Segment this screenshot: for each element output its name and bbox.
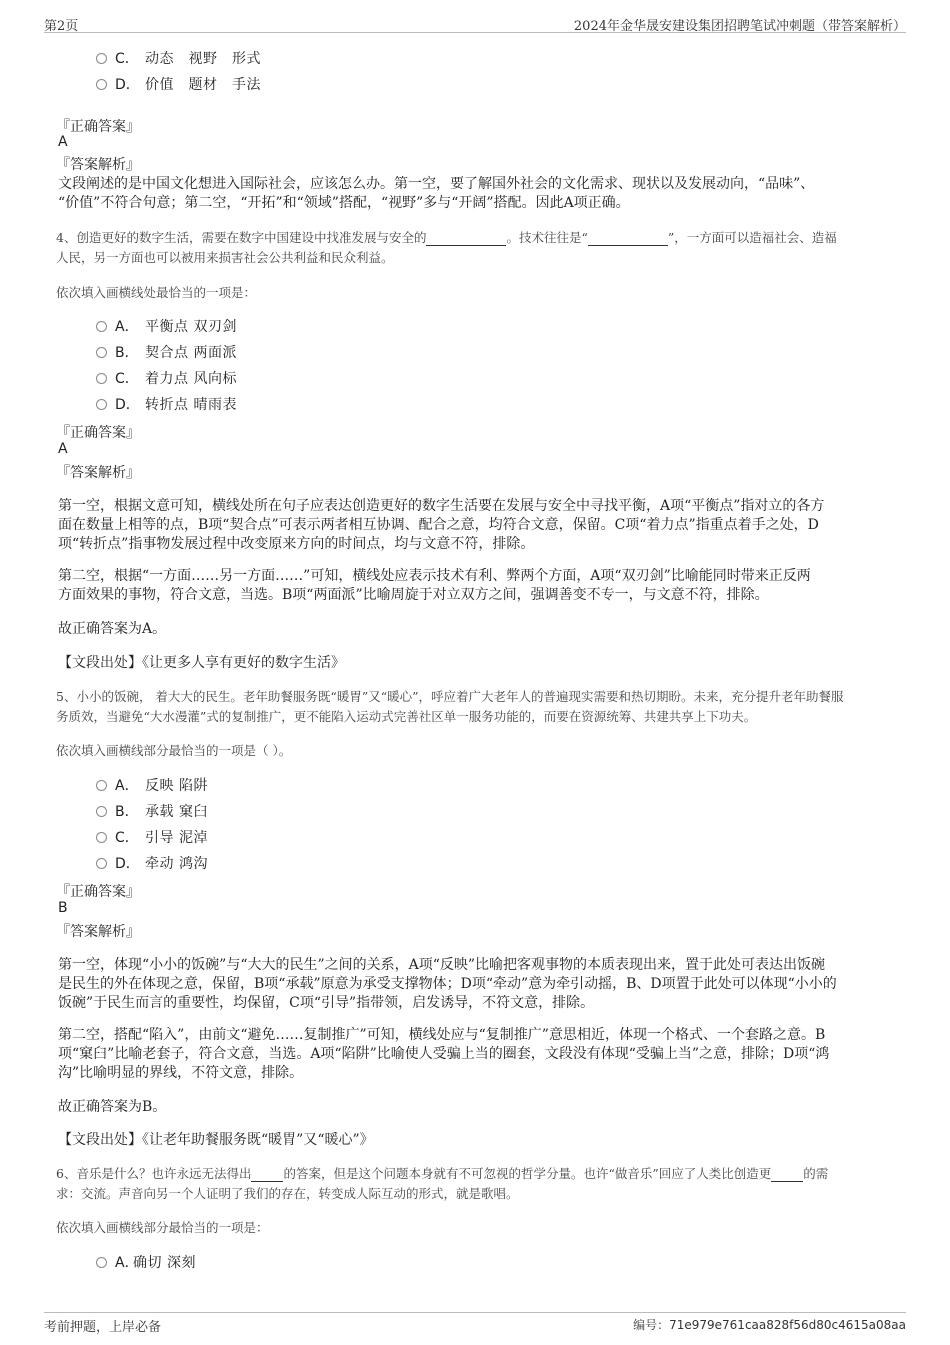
q5-answer-label: 『正确答案』	[56, 884, 140, 900]
q5-conclusion: 故正确答案为B。	[58, 1099, 167, 1115]
q5-answer: B	[58, 900, 68, 916]
q6-prompt: 依次填入画横线部分最恰当的一项是：	[56, 1220, 269, 1235]
q4-option-a[interactable]: A． 平衡点 双刃剑	[96, 316, 237, 338]
q4-answer: A	[58, 441, 68, 457]
q4-analysis-line: 第一空，根据文意可知，横线处所在句子应表达创造更好的数字生活要在发展与安全中寻找平衡，A项“平衡点”指对立的各方	[58, 498, 825, 514]
page-number: 第2页	[44, 19, 79, 34]
q5-option-a[interactable]: A． 反映 陷阱	[96, 775, 208, 797]
q4-analysis-line: 面在数量上相等的点，B项“契合点”可表示两者相互协调、配合之意，均符合文意，保留。C项“着力点”指重点着手之处，D	[58, 517, 819, 533]
q3-analysis-line: 文段阐述的是中国文化想进入国际社会，应该怎么办。第一空，要了解国外社会的文化需求、现状以及发展动向，“品味”、	[58, 176, 815, 192]
q4-option-c[interactable]: C． 着力点 风向标	[96, 368, 237, 390]
document-title: 2024年金华晟安建设集团招聘笔试冲刺题（带答案解析）	[573, 19, 906, 34]
q5-analysis-line: 饭碗”于民生而言的重要性，均保留，C项“引导”指带领，启发诱导，不符文意，排除。	[58, 995, 595, 1011]
q4-stem-line2: 人民，另一方面也可以被用来损害社会公共利益和民众利益。	[56, 250, 394, 265]
page-footer	[44, 1312, 906, 1335]
q6-option-a[interactable]: A．确切 深刻	[96, 1252, 196, 1274]
radio-icon[interactable]	[96, 321, 107, 332]
radio-icon[interactable]	[96, 806, 107, 817]
radio-icon[interactable]	[96, 347, 107, 358]
q4-source: 【文段出处】《让更多人享有更好的数字生活》	[58, 655, 345, 671]
page-header	[44, 12, 906, 33]
q5-stem-line: 5、小小的饭碗， 着大大的民生。老年助餐服务既“暖胃”又“暖心”，呼应着广大老年人的普遍现实需要和热切期盼。未来，充分提升老年助餐服	[56, 689, 844, 704]
q3-answer-label: 『正确答案』	[56, 119, 140, 135]
footer-slogan: 考前押题，上岸必备	[44, 1320, 162, 1335]
q5-source: 【文段出处】《让老年助餐服务既“暖胃”又“暖心”》	[58, 1132, 374, 1148]
q5-stem-line: 务质效，当避免“大水漫灌”式的复制推广，更不能陷入运动式完善社区单一服务功能的，而要在资源统筹、共建共享上下功夫。	[56, 709, 757, 724]
q6-stem: 6、音乐是什么？也许永远无法得出 的答案，但是这个问题本身就有不可忽视的哲学分量。也许“做音乐”回应了人类比创造更 的需	[56, 1166, 829, 1181]
q5-analysis-line: 第二空，搭配“陷入”，由前文“避免……复制推广”可知，横线处应与“复制推广”意思相近，体现一个格式、一个套路之意。B	[58, 1027, 826, 1043]
q4-analysis-line: 项“转折点”指事物发展过程中改变原来方向的时间点，均与文意不符，排除。	[58, 536, 535, 552]
radio-icon[interactable]	[96, 832, 107, 843]
q6-stem-line2: 求：交流。声音向另一个人证明了我们的存在，转变成人际互动的形式，就是歌唱。	[56, 1186, 519, 1201]
q4-stem: 4、创造更好的数字生活，需要在数字中国建设中找准发展与安全的 。技术往往是“ ”，一方面可以造福社会、造福	[56, 230, 837, 245]
q3-option-c[interactable]: C． 动态 视野 形式	[96, 48, 261, 70]
radio-icon[interactable]	[96, 79, 107, 90]
radio-icon[interactable]	[96, 53, 107, 64]
q5-analysis-line: 沟”比喻明显的界线，不符文意，排除。	[58, 1065, 304, 1081]
q4-answer-label: 『正确答案』	[56, 425, 140, 441]
q3-answer: A	[58, 134, 68, 150]
q5-analysis-line: 第一空，体现“小小的饭碗”与“大大的民生”之间的关系，A项“反映”比喻把客观事物的本质表现出来，置于此处可表达出饭碗	[58, 957, 826, 973]
q4-prompt: 依次填入画横线处最恰当的一项是：	[56, 285, 257, 300]
q4-conclusion: 故正确答案为A。	[58, 621, 167, 637]
q5-option-b[interactable]: B． 承载 窠臼	[96, 801, 208, 823]
q5-analysis-line: 是民生的外在体现之意，保留，B项“承载”原意为承受支撑物体；D项“牵动”意为牵引动摇，B、D项置于此处可以体现“小小的	[58, 976, 837, 992]
q5-prompt: 依次填入画横线部分最恰当的一项是（ ）。	[56, 743, 292, 758]
q5-option-d[interactable]: D． 牵动 鸿沟	[96, 853, 208, 875]
radio-icon[interactable]	[96, 373, 107, 384]
radio-icon[interactable]	[96, 858, 107, 869]
q4-option-d[interactable]: D． 转折点 晴雨表	[96, 394, 237, 416]
document-id: 编号：71e979e761caa828f56d80c4615a08aa	[633, 1318, 906, 1332]
q4-analysis-line: 第二空，根据“一方面……另一方面……”可知，横线处应表示技术有利、弊两个方面，A项“双刃剑”比喻能同时带来正反两	[58, 568, 811, 584]
radio-icon[interactable]	[96, 1257, 107, 1268]
radio-icon[interactable]	[96, 780, 107, 791]
q4-analysis-label: 『答案解析』	[56, 465, 140, 481]
q5-analysis-label: 『答案解析』	[56, 924, 140, 940]
q3-analysis-line: “价值”不符合句意；第二空，“开拓”和“领域”搭配，“视野”多与“开阔”搭配。因此A项正确。	[58, 195, 630, 211]
q4-analysis-line: 方面效果的事物，符合文意，当选。B项“两面派”比喻周旋于对立双方之间，强调善变不专一，与文意不符，排除。	[58, 587, 769, 603]
radio-icon[interactable]	[96, 399, 107, 410]
q4-option-b[interactable]: B． 契合点 两面派	[96, 342, 237, 364]
q5-option-c[interactable]: C． 引导 泥淖	[96, 827, 208, 849]
q3-analysis-label: 『答案解析』	[56, 157, 140, 173]
q5-analysis-line: 项“窠臼”比喻老套子，符合文意，当选。A项“陷阱”比喻使人受骗上当的圈套，文段没有体现“受骗上当”之意，排除；D项“鸿	[58, 1046, 830, 1062]
q3-option-d[interactable]: D． 价值 题材 手法	[96, 74, 261, 96]
